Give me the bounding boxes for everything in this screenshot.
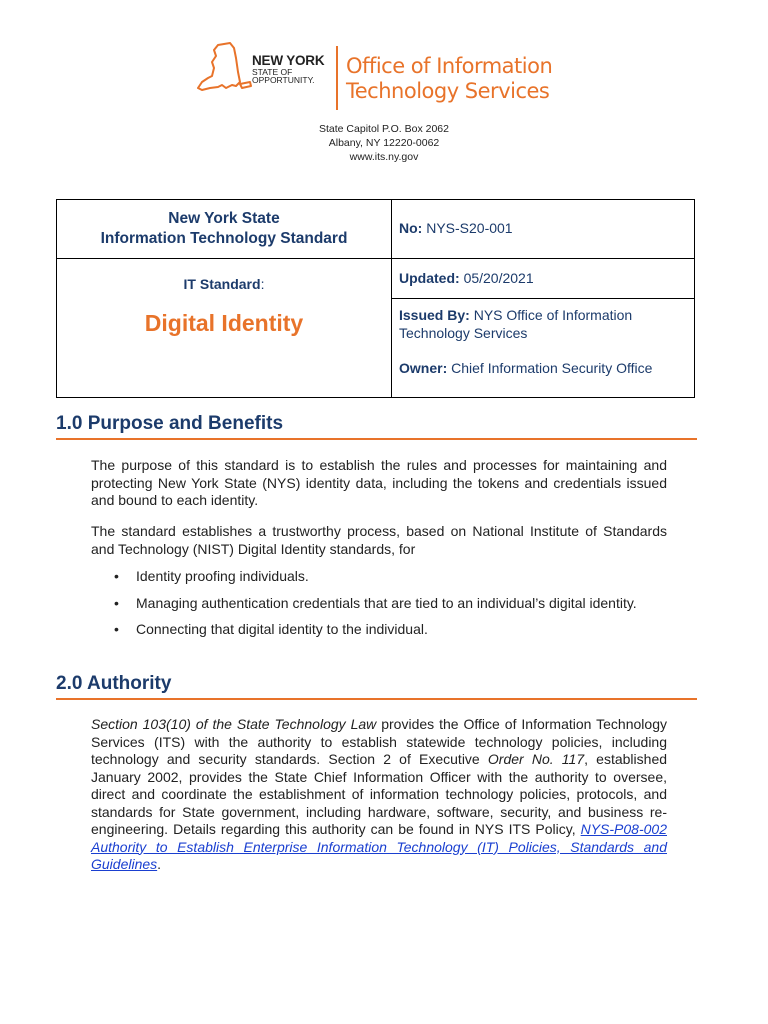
owner	[399, 360, 652, 376]
updated-value: 05/20/2021	[463, 270, 534, 286]
office-name-line2: Technology Services	[346, 79, 550, 103]
issued-by	[399, 306, 689, 342]
list-item: • Managing authentication credentials that are tied to an individual’s digital identity.	[91, 595, 667, 613]
address-line2: Albany, NY 12220-0062	[328, 137, 440, 149]
it-standard-colon: :	[260, 276, 265, 292]
new-york-state-map-icon	[196, 42, 252, 102]
table-divider-horizontal	[57, 258, 694, 259]
office-address	[0, 122, 768, 164]
address-line1: State Capitol P.O. Box 2062	[319, 123, 449, 135]
logo-state-line1: STATE OF	[252, 66, 293, 77]
logo-state-name: NEW YORK	[252, 53, 325, 68]
purpose-bullet-list	[91, 568, 667, 648]
updated-date	[399, 270, 534, 286]
authority-text-1: provides the Office of Information Technology Services (ITS) with the authority to establish statewide technology policies, including technology and security standards. Section 2 of Executive	[91, 716, 667, 767]
nys-wordmark	[252, 54, 324, 85]
owner-value: Chief Information Security Office	[451, 360, 653, 376]
authority-text-2: , established January 2002, provides the State Chief Information Officer with the authority to oversee, direct and coordinate the establishment of information technology policies, protocols, and standards for State government, including hardware, software, security, and business re-engineering. Details regarding this authority can be found in NYS ITS Policy,	[91, 751, 668, 837]
section-heading-authority: 2.0 Authority	[56, 673, 172, 694]
section-rule	[56, 438, 697, 440]
it-standard-label-text: IT Standard	[183, 276, 261, 292]
document-title: Digital Identity	[144, 310, 304, 336]
office-name	[346, 54, 552, 104]
issued-value: NYS Office of Information Technology Services	[399, 307, 633, 341]
standard-type-title	[57, 209, 391, 249]
executive-order-reference: Order No. 117	[487, 751, 585, 767]
law-reference: Section 103(10) of the State Technology Law	[91, 716, 377, 732]
purpose-paragraph-1: The purpose of this standard is to establish the rules and processes for maintaining and protecting New York State (NYS) identity data, including the tokens and credentials issued and bound to each identity.	[91, 457, 667, 508]
purpose-paragraph-2: The standard establishes a trustworthy process, based on National Institute of Standards and Technology (NIST) Digital Identity standards, for	[91, 523, 667, 557]
standard-number	[399, 220, 513, 236]
nys-its-logo	[196, 40, 596, 115]
issued-label: Issued By:	[399, 307, 470, 323]
it-standard-label	[57, 276, 391, 292]
authority-paragraph	[91, 716, 667, 874]
standard-number-label: No:	[399, 220, 423, 236]
logo-state-line2: OPPORTUNITY.	[252, 75, 315, 86]
section-heading-purpose: 1.0 Purpose and Benefits	[56, 413, 284, 434]
section-rule	[56, 698, 697, 700]
office-name-line1: Office of Information	[346, 54, 553, 78]
standard-title-line1: New York State	[168, 210, 280, 227]
owner-label: Owner:	[399, 360, 448, 376]
standard-title-line2: Information Technology Standard	[100, 230, 348, 247]
table-divider-horizontal-right	[391, 298, 694, 299]
logo-divider	[336, 46, 338, 110]
address-website: www.its.ny.gov	[349, 151, 419, 163]
updated-label: Updated:	[399, 270, 460, 286]
authority-text-end: .	[157, 856, 162, 872]
list-item: • Connecting that digital identity to the individual.	[91, 621, 667, 639]
list-item: • Identity proofing individuals.	[91, 568, 667, 586]
standard-number-value: NYS-S20-001	[426, 220, 513, 236]
authority-policy-link[interactable]: NYS-P08-002 Authority to Establish Enterprise Information Technology (IT) Policies, Standards and Guidelines	[91, 821, 667, 872]
standard-info-table	[56, 199, 695, 398]
